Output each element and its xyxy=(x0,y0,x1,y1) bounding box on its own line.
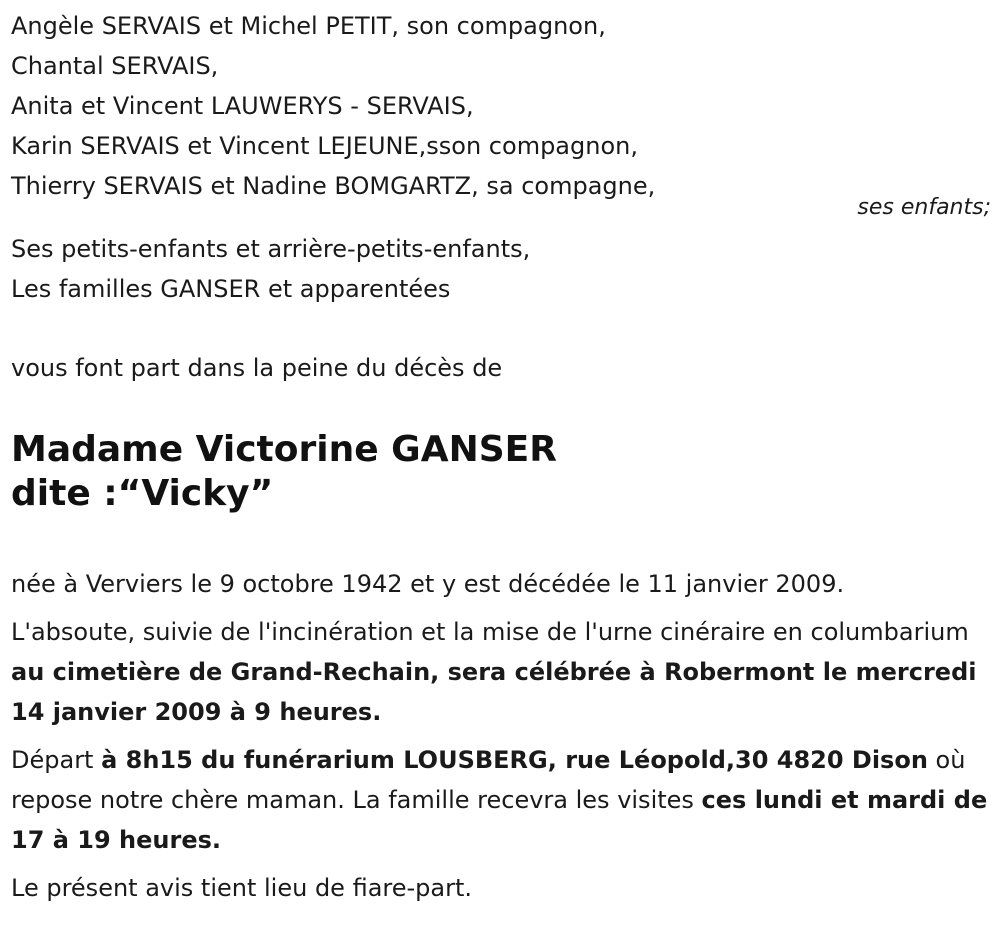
family-member: Karin SERVAIS et Vincent LEJEUNE,sson compagnon, xyxy=(11,132,638,160)
family-member: Anita et Vincent LAUWERYS - SERVAIS, xyxy=(11,92,474,120)
departure-info xyxy=(11,740,991,860)
family-member: Angèle SERVAIS et Michel PETIT, son compagnon, xyxy=(11,12,606,40)
family-member: Thierry SERVAIS et Nadine BOMGARTZ, sa compagne, xyxy=(11,172,656,200)
relatives-list xyxy=(11,229,530,309)
obituary-notice xyxy=(11,0,991,902)
relatives-line: Ses petits-enfants et arrière-petits-enfants, xyxy=(11,235,531,263)
family-member: Chantal SERVAIS, xyxy=(11,52,219,80)
deceased-name-block xyxy=(11,428,557,516)
closing-note: Le présent avis tient lieu de fiare-part. xyxy=(11,874,473,902)
details-section xyxy=(11,564,991,916)
departure-text-2: où repose notre chère maman. La famille recevra les visites xyxy=(11,746,966,814)
deceased-name: Madame Victorine GANSER xyxy=(11,429,557,470)
announcement-intro: vous font part dans la peine du décès de xyxy=(11,354,503,382)
departure-location: à 8h15 du funérarium LOUSBERG, rue Léopold,30 4820 Dison xyxy=(101,746,928,774)
family-list xyxy=(11,6,991,206)
relatives-line: Les familles GANSER et apparentées xyxy=(11,275,451,303)
deceased-nickname: dite :“Vicky” xyxy=(11,473,274,514)
departure-text: Départ xyxy=(11,746,102,774)
visiting-hours: ces lundi et mardi de 17 à 19 heures. xyxy=(11,786,988,854)
family-role: ses enfants; xyxy=(857,195,991,220)
ceremony-info xyxy=(11,612,991,732)
birth-death-info: née à Verviers le 9 octobre 1942 et y est décédée le 11 janvier 2009. xyxy=(11,570,845,598)
ceremony-highlight: au cimetière de Grand-Rechain, sera célébrée à Robermont le mercredi 14 janvier 2009 à 9 heures. xyxy=(11,658,977,726)
ceremony-text: L'absoute, suivie de l'incinération et la mise de l'urne cinéraire en columbarium xyxy=(11,618,969,646)
